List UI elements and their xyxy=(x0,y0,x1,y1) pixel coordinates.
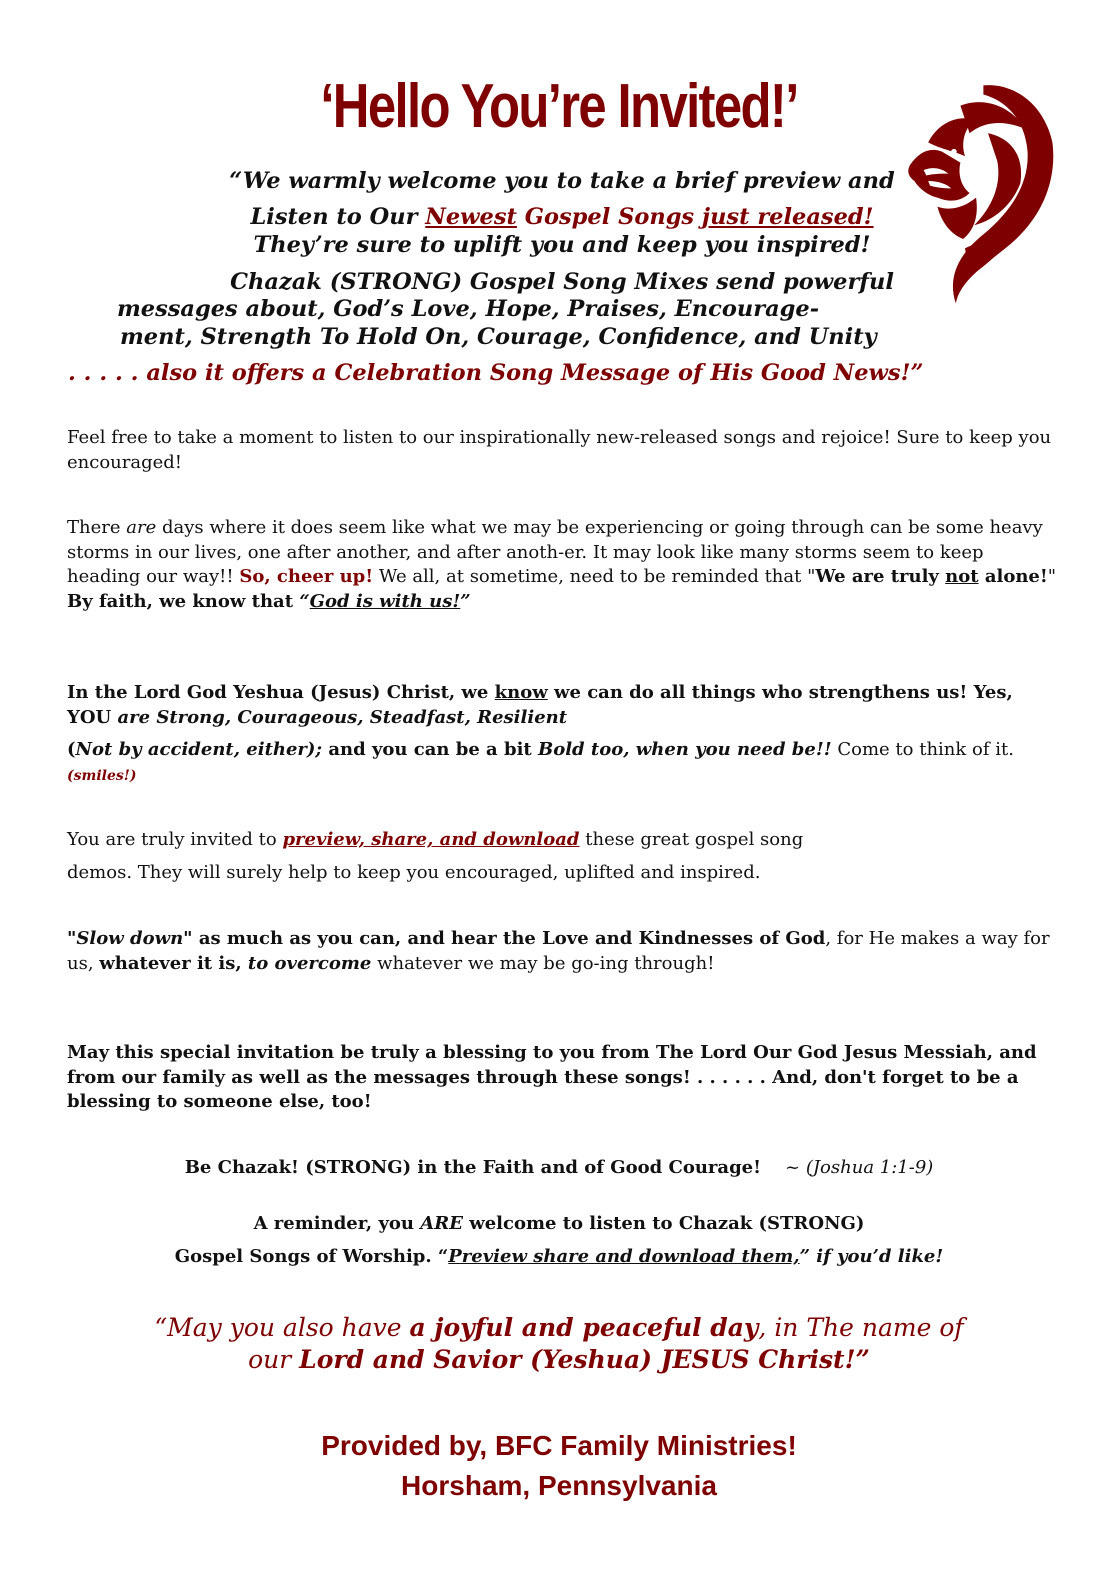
p8-b: ARE xyxy=(420,1213,463,1234)
preview-share-download-link[interactable]: preview, share, and download xyxy=(282,829,580,850)
p4-a: You are truly invited to xyxy=(67,829,283,850)
p2-a: There xyxy=(67,517,127,538)
p2-g: not xyxy=(945,566,979,587)
p3-b: know xyxy=(494,682,548,703)
closing-line-1 xyxy=(40,1312,1078,1344)
p2-h: alone! xyxy=(978,566,1048,587)
paragraph-invited-2: demos. They will surely help to keep you encouraged, uplifted and inspired. xyxy=(67,862,761,883)
p2-j: By faith, we know that xyxy=(67,590,300,612)
p2-e: We all, at sometime, need to be reminded that " xyxy=(373,566,816,587)
intro-line-2-c: Gospel Songs xyxy=(516,204,702,230)
p8-f: ” if you’d like! xyxy=(799,1246,944,1267)
p3-a: In the Lord God Yeshua (Jesus) Christ, we xyxy=(67,682,495,703)
intro-line-3: They’re sure to uplift you and keep you inspired! xyxy=(253,232,871,258)
p2-c: days where it does seem like what we may be experiencing or going through can be some heavy storms in our lives, one after another, and after anoth-er. It may look like many storms seem to keep heading our way!! xyxy=(67,517,1043,587)
p5-a: "Slow down" xyxy=(67,928,193,949)
intro-line-2 xyxy=(62,203,1062,231)
paragraph-feel-free: Feel free to take a moment to listen to our inspirationally new-released songs and rejoice! Sure to keep you encouraged! xyxy=(67,427,1052,473)
paragraph-be-chazak xyxy=(40,1156,1078,1181)
p2-b: are xyxy=(126,517,157,538)
intro-line-5: messages about, God’s Love, Hope, Praises, Encourage- xyxy=(116,296,820,322)
preview-share-download-them-link[interactable]: Preview share and download them, xyxy=(448,1246,800,1267)
paragraph-lord-god xyxy=(67,680,1057,730)
p5-b: as much as you can, and hear the Love and Kindnesses of God xyxy=(192,928,826,949)
p3-c: we can do all things who strengthens us! Yes, YOU xyxy=(67,682,1013,728)
p3-e: ( xyxy=(67,739,76,760)
be-chazak-text: Be Chazak! (STRONG) in the Faith and of Good Courage! xyxy=(184,1157,762,1178)
cheer-up-text: So, cheer up! xyxy=(239,566,374,587)
p5-c: , for He makes a way for us, xyxy=(67,928,1050,974)
intro-line-6: ment, Strength To Hold On, Courage, Confidence, and Unity xyxy=(120,324,877,350)
p4-c: these great gospel song xyxy=(579,829,804,850)
closing-d: our xyxy=(248,1345,300,1374)
p5-e: to overcome xyxy=(247,952,372,974)
paragraph-storms xyxy=(67,516,1057,614)
p2-k: “ xyxy=(299,590,310,612)
smiles-text: (smiles!) xyxy=(67,768,137,784)
p3-f: Not by accident, either); xyxy=(75,739,323,760)
p5-d: whatever it is, xyxy=(99,952,248,974)
closing-c: , in The name of xyxy=(758,1313,964,1342)
footer-location: Horsham, Pennsylvania xyxy=(401,1470,717,1501)
intro-line-1: “We warmly welcome you to take a brief preview and xyxy=(229,168,895,194)
p3-g: and you can be a bit xyxy=(322,739,538,760)
p3-h: Bold too, when you need be!! xyxy=(537,739,832,760)
p3-i: Come to think of it. xyxy=(831,739,1014,760)
paragraph-slow-down xyxy=(67,927,1057,976)
god-is-with-us-text: God is with us! xyxy=(309,590,461,612)
p8-c: welcome to listen to Chazak (STRONG) xyxy=(462,1213,865,1234)
paragraph-invited-1 xyxy=(67,828,1057,853)
intro-line-4: Chazak (STRONG) Gospel Song Mixes send powerful xyxy=(230,269,894,295)
closing-a: “May you also have xyxy=(154,1313,410,1342)
intro-line-2-a: Listen to Our xyxy=(250,204,426,230)
just-released-link[interactable]: just released! xyxy=(701,204,874,230)
p2-m: ” xyxy=(460,590,471,612)
paragraph-blessing: May this special invitation be truly a blessing to you from The Lord Our God Jesus Messiah, and from our family as well as the messages through these songs! . . . . . . And, don't forget to be a blessing to someone else, too! xyxy=(67,1042,1037,1112)
joshua-reference: ~ (Joshua 1:1-9) xyxy=(785,1157,934,1178)
paragraph-lord-god-2 xyxy=(67,737,1057,789)
p8-d: Gospel Songs of Worship. “ xyxy=(174,1246,449,1267)
p8-a: A reminder, you xyxy=(253,1213,421,1234)
p3-d: are Strong, Courageous, Steadfast, Resilient xyxy=(117,707,568,728)
paragraph-reminder-1 xyxy=(40,1212,1078,1237)
p2-i: " xyxy=(1047,566,1057,587)
p2-f: We are truly xyxy=(815,566,946,587)
footer-provided-by: Provided by, BFC Family Ministries! xyxy=(321,1430,797,1461)
closing-b: a joyful and peaceful day xyxy=(409,1313,759,1342)
p5-f: whatever we may be go-ing through! xyxy=(371,952,715,974)
closing-e: Lord and Savior (Yeshua) JESUS Christ!” xyxy=(299,1345,870,1374)
paragraph-reminder-2 xyxy=(40,1245,1078,1270)
intro-line-7: . . . . . also it offers a Celebration Song Message of His Good News!” xyxy=(68,360,924,386)
closing-line-2 xyxy=(40,1344,1078,1376)
page-title: ‘Hello You’re Invited!’ xyxy=(320,72,798,141)
newest-link[interactable]: Newest xyxy=(425,204,517,230)
